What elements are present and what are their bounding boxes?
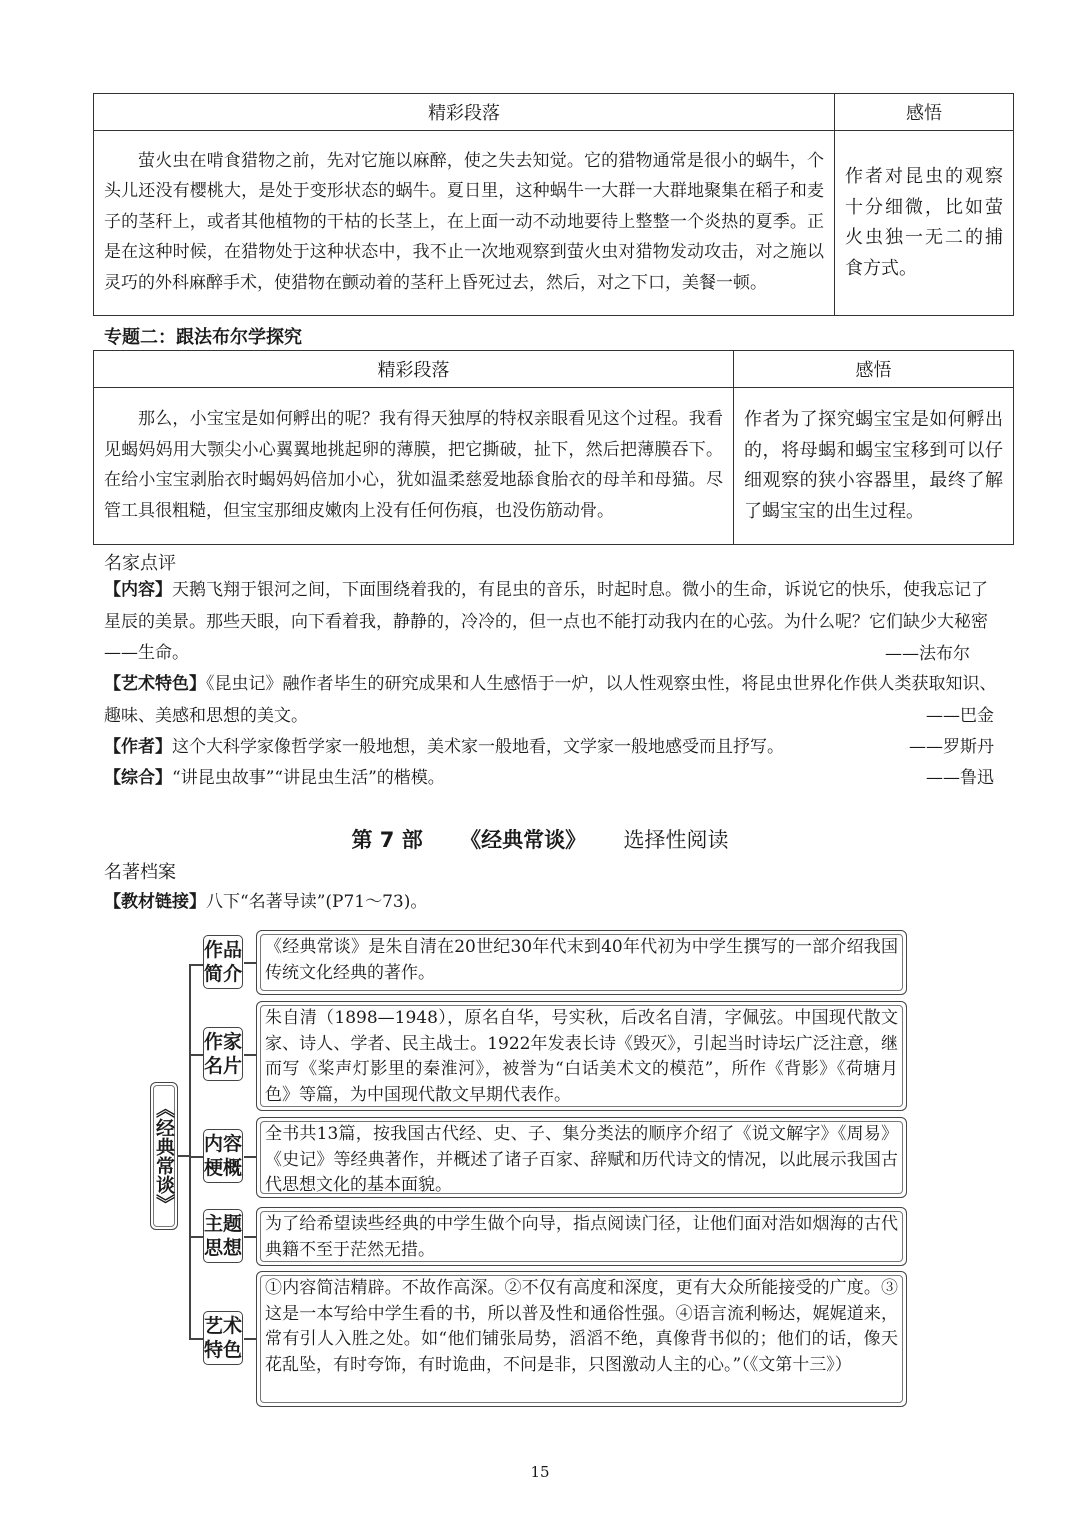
mindmap-text-theme: 为了给希望读些经典的中学生做个向导，指点阅读门径，让他们面对浩如烟海的古代典籍不至于茫然无措。	[260, 1211, 903, 1262]
mindmap-text-summary: 全书共13篇，按我国古代经、史、子、集分类法的顺序介绍了《说文解字》《周易》《史记》等经典著作，并概述了诸子百家、辞赋和历代诗文的情况，以此展示我国古代思想文化的基本面貌。	[260, 1121, 903, 1194]
review-tag: 【综合】	[104, 768, 172, 788]
review-art	[104, 669, 1000, 732]
review-author: ——罗斯丹	[909, 737, 994, 757]
section2-title: 专题二：跟法布尔学探究	[104, 327, 302, 348]
archive-title: 名著档案	[104, 862, 176, 883]
table1-feeling: 作者对昆虫的观察十分细微，比如萤火虫独一无二的捕食方式。	[845, 166, 1003, 279]
review-author: ——巴金	[926, 706, 994, 726]
mindmap-text-author: 朱自清（1898—1948），原名自华，号实秋，后改名自清，字佩弦。中国现代散文家、诗人、学者、民主战士。1922年发表长诗《毁灭》，引起当时诗坛广泛注意，继而写《桨声灯影里的秦淮河》，被誉为“白话美术文的模范”，所作《背影》《荷塘月色》等篇，为中国现代散文早期代表作。	[260, 1005, 903, 1107]
textbook-link-tag: 【教材链接】	[104, 892, 206, 912]
table2-header-passage: 精彩段落	[94, 351, 734, 388]
mindmap-label-summary: 内容梗概	[203, 1129, 243, 1183]
mindmap-content-intro	[256, 930, 907, 995]
mindmap-text-intro: 《经典常谈》是朱自清在20世纪30年代末到40年代初为中学生撰写的一部介绍我国传统文化经典的著作。	[260, 934, 903, 991]
mindmap-label-intro: 作品简介	[203, 935, 243, 989]
mindmap-content-summary	[256, 1117, 907, 1198]
mindmap-label-art: 艺术特色	[203, 1311, 243, 1365]
page-number: 15	[530, 1463, 550, 1481]
review-author: ——鲁迅	[926, 768, 994, 788]
passage-table-2	[93, 350, 1014, 545]
review-author: ——法布尔	[885, 643, 970, 664]
review-text: 天鹅飞翔于银河之间，下面围绕着我的，有昆虫的音乐，时起时息。微小的生命，诉说它的快乐，使我忘记了星辰的美景。那些天眼，向下看着我，静静的，冷冷的，但一点也不能打动我内在的心弦。为什么呢？它们缺少大秘密——生命。	[104, 580, 988, 663]
part7-number: 第 7 部	[351, 828, 423, 852]
mindmap-label-theme: 主题思想	[203, 1209, 243, 1263]
mindmap-content-author	[256, 1001, 907, 1111]
review-overall	[104, 763, 1000, 795]
mindmap-content-art	[256, 1271, 907, 1407]
review-text: 这个大科学家像哲学家一般地想，美术家一般地看，文学家一般地感受而且抒写。	[172, 737, 784, 757]
mindmap-root	[150, 1082, 178, 1230]
mindmap-text-art: ①内容简洁精辟。不故作高深。②不仅有高度和深度，更有大众所能接受的广度。③这是一本写给中学生看的书，所以普及性和通俗性强。④语言流利畅达，娓娓道来，常有引人入胜之处。如“他们铺张局势，滔滔不绝，真像背书似的；他们的话，像天花乱坠，有时夸饰，有时诡曲，不问是非，只图激动人主的心。”（《文第十三》）	[260, 1275, 903, 1403]
table1-header-passage: 精彩段落	[94, 94, 835, 131]
review-text: 《昆虫记》融作者毕生的研究成果和人生感悟于一炉，以人性观察虫性，将昆虫世界化作供人类获取知识、趣味、美感和思想的美文。	[104, 674, 997, 726]
table2-feeling: 作者为了探究蝎宝宝是如何孵出的，将母蝎和蝎宝宝移到可以仔细观察的狭小容器里，最终了解了蝎宝宝的出生过程。	[744, 409, 1003, 522]
textbook-link	[104, 887, 427, 912]
review-text: “讲昆虫故事”“讲昆虫生活”的楷模。	[172, 768, 445, 788]
table1-passage: 萤火虫在啃食猎物之前，先对它施以麻醉，使之失去知觉。它的猎物通常是很小的蜗牛，个头儿还没有樱桃大，是处于变形状态的蜗牛。夏日里，这种蜗牛一大群一大群地聚集在稻子和麦子的茎秆上，或者其他植物的干枯的长茎上，在上面一动不动地要待上整整一个炎热的夏季。正是在这种时候，在猎物处于这种状态中，我不止一次地观察到萤火虫对猎物发动攻击，对之施以灵巧的外科麻醉手术，使猎物在颤动着的茎秆上昏死过去，然后，对之下口，美餐一顿。	[104, 150, 824, 293]
mindmap-label-author: 作家名片	[203, 1027, 243, 1081]
review-author-section	[104, 732, 1000, 764]
part7-book: 《经典常谈》	[460, 828, 587, 852]
table2-header-feeling: 感悟	[734, 351, 1014, 388]
review-content	[104, 575, 1000, 670]
review-tag: 【艺术特色】	[104, 674, 206, 694]
passage-table-1	[93, 93, 1014, 316]
textbook-link-text: 八下“名著导读”(P71～73)。	[206, 892, 428, 912]
part7-kind: 选择性阅读	[623, 828, 729, 852]
mindmap-content-theme	[256, 1207, 907, 1266]
table1-header-feeling: 感悟	[835, 94, 1014, 131]
mindmap-root-label: 《经典常谈》	[153, 1085, 175, 1227]
reviews-title: 名家点评	[104, 553, 176, 574]
table2-passage: 那么，小宝宝是如何孵出的呢？我有得天独厚的特权亲眼看见这个过程。我看见蝎妈妈用大颚尖小心翼翼地挑起卵的薄膜，把它撕破，扯下，然后把薄膜吞下。在给小宝宝剥胎衣时蝎妈妈倍加小心，犹如温柔慈爱地舔食胎衣的母羊和母猫。尽管工具很粗糙，但宝宝那细皮嫩肉上没有任何伤痕，也没伤筋动骨。	[104, 409, 723, 521]
review-tag: 【作者】	[104, 737, 172, 757]
review-tag: 【内容】	[104, 580, 172, 600]
part7-heading	[0, 824, 1080, 854]
